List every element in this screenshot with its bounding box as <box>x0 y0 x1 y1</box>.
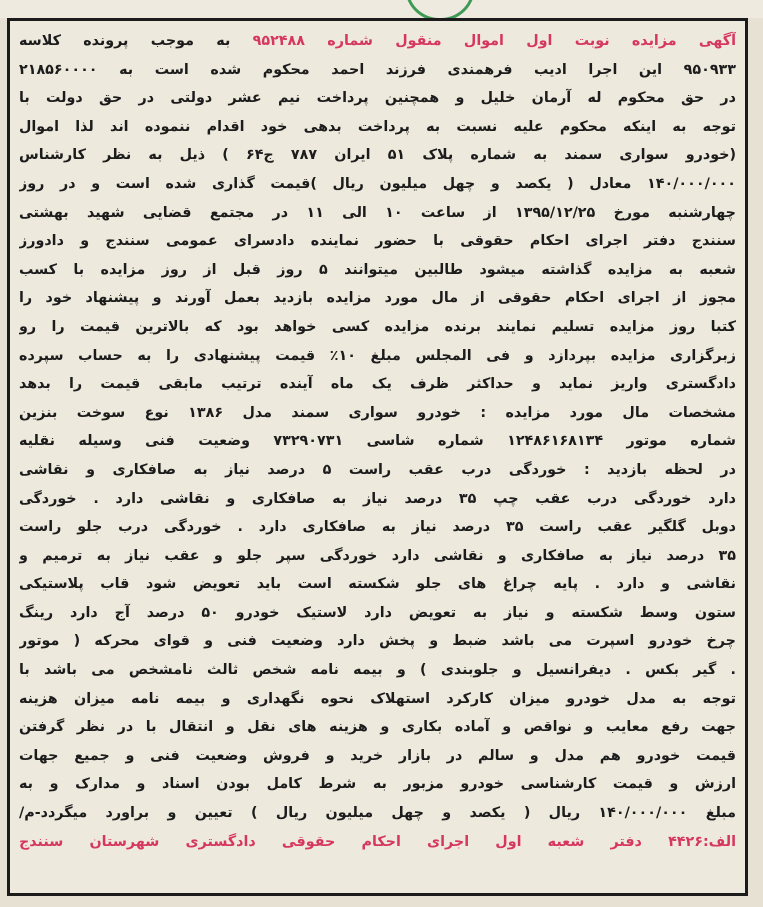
notice-line: چهارشنبه مورخ ۱۳۹۵/۱۲/۲۵ از ساعت ۱۰ الی ۱۱ در مجتمع قضایی شهید بهشتی <box>19 204 736 221</box>
notice-line: دادگستری واریز نماید و حداکثر ظرف یک ماه آینده ترتیب مابقی قیمت را بدهد <box>19 376 736 393</box>
notice-line: ستون وسط شکسته و نیاز به تعویض دارد لاستیک خودرو ۵۰ درصد آج دارد رینگ <box>19 604 736 621</box>
notice-line: دوبل گلگیر عقب راست ۳۵ درصد نیاز به صافکاری دارد . خوردگی درب جلو راست <box>19 519 736 536</box>
notice-line: . گیر بکس . دیفرانسیل و جلوبندی ) و بیمه نامه شخص ثالث نامشخص می باشد با <box>19 662 736 679</box>
notice-frame <box>7 18 748 896</box>
notice-line-0-text: به موجب پرونده کلاسه <box>19 33 231 49</box>
notice-line: مشخصات مال مورد مزایده : خودرو سواری سمند مدل ۱۳۸۶ نوع سوخت بنزین <box>19 404 736 421</box>
notice-line: در حق محکوم له آرمان خلیل و همچنین پرداخت نیم عشر دولتی در حق دولت با <box>19 90 736 107</box>
notice-line: کتبا روز مزایده تسلیم نمایند برنده مزایده کسی خواهد بود که بالاترین قیمت را رو <box>19 318 736 335</box>
notice-line: شعبه به مزایده گذاشته میشود طالبین میتوانند ۵ روز قبل از روز مزایده با کسب <box>19 261 736 278</box>
notice-footer <box>19 828 736 857</box>
notice-line: نقاشی و دارد . پایه چراغ های جلو شکسته است باید تعویض شود قاب پلاستیکی <box>19 576 736 593</box>
notice-line: توجه به مدل خودرو میزان کارکرد استهلاک نحوه نگهداری و بیمه نامه میزان هزینه <box>19 690 736 707</box>
notice-line: جهت رفع معایب و نواقص و آماده بکاری و هزینه های نقل و انتقال با در نظر گرفتن <box>19 719 736 736</box>
footer-office: دفتر شعبه اول اجرای احکام حقوقی دادگستری شهرستان سنندج <box>19 833 642 850</box>
notice-line: ۹۵۰۹۳۳ این اجرا ادیب فرهمندی فرزند احمد محکوم شده است به ۲۱۸۵۶۰۰۰۰ <box>19 61 736 78</box>
notice-line: چرخ خودرو اسپرت می باشد ضبط و پخش دارد وضعیت فنی و قوای محرکه ( موتور <box>19 633 736 650</box>
notice-line: دارد خوردگی درب عقب چپ ۳۵ درصد نیاز به صافکاری و نقاشی دارد . خوردگی <box>19 490 736 507</box>
notice-line: سنندج دفتر اجرای احکام حقوقی با حضور نماینده دادسرای عمومی سنندج و دادورز <box>19 233 736 250</box>
notice-heading: آگهی مزایده نوبت اول اموال منقول شماره ۹۵۲۴۸۸ <box>252 33 736 49</box>
top-strip <box>0 0 763 18</box>
notice-body <box>19 27 736 856</box>
footer-code: الف:۴۴۲۶ <box>668 833 736 850</box>
notice-line: زبرگزاری مزایده بپردازد و فی المجلس مبلغ ۱۰٪ قیمت پیشنهادی را به حساب سپرده <box>19 347 736 364</box>
notice-line: مبلغ ۱۴۰/۰۰۰/۰۰۰ ریال ( یکصد و چهل میلیون ریال ) تعیین و براورد میگردد-م/ <box>19 805 736 822</box>
notice-line: ۱۴۰/۰۰۰/۰۰۰ معادل ( یکصد و چهل میلیون ریال )قیمت گذاری شده است و در روز <box>19 175 736 192</box>
notice-line: ۳۵ درصد نیاز به صافکاری و نقاشی دارد خوردگی سپر جلو و عقب نیاز به ترمیم و <box>19 547 736 564</box>
notice-line: (خودرو سواری سمند به شماره پلاک ۵۱ ایران ۷۸۷ ج۶۴ ) ذیل به نظر کارشناس <box>19 147 736 164</box>
notice-line: در لحظه بازدید : خوردگی درب عقب راست ۵ درصد نیاز به صافکاری و نقاشی <box>19 461 736 478</box>
notice-line: شماره موتور ۱۲۴۸۶۱۶۸۱۳۴ شماره شاسی ۷۳۲۹۰۷۳۱ وضعیت فنی وسیله نقلیه <box>19 433 736 450</box>
notice-line-1 <box>19 27 736 56</box>
notice-line: مجوز از اجرای احکام حقوقی از مال مورد مزایده بازدید بعمل آورند و پیشنهاد خود را <box>19 290 736 307</box>
notice-line: قیمت خودرو هم مدل و سالم در بازار خرید و فروش وضعیت فنی و جمیع جهات <box>19 747 736 764</box>
notice-line: ارزش و قیمت کارشناسی خودرو مزبور به شرط کامل بودن اسناد و مدارک و به <box>19 776 736 793</box>
notice-line: توجه به اینکه محکوم علیه نسبت به پرداخت بدهی خود اقدام ننموده اند لذا اموال <box>19 118 736 135</box>
